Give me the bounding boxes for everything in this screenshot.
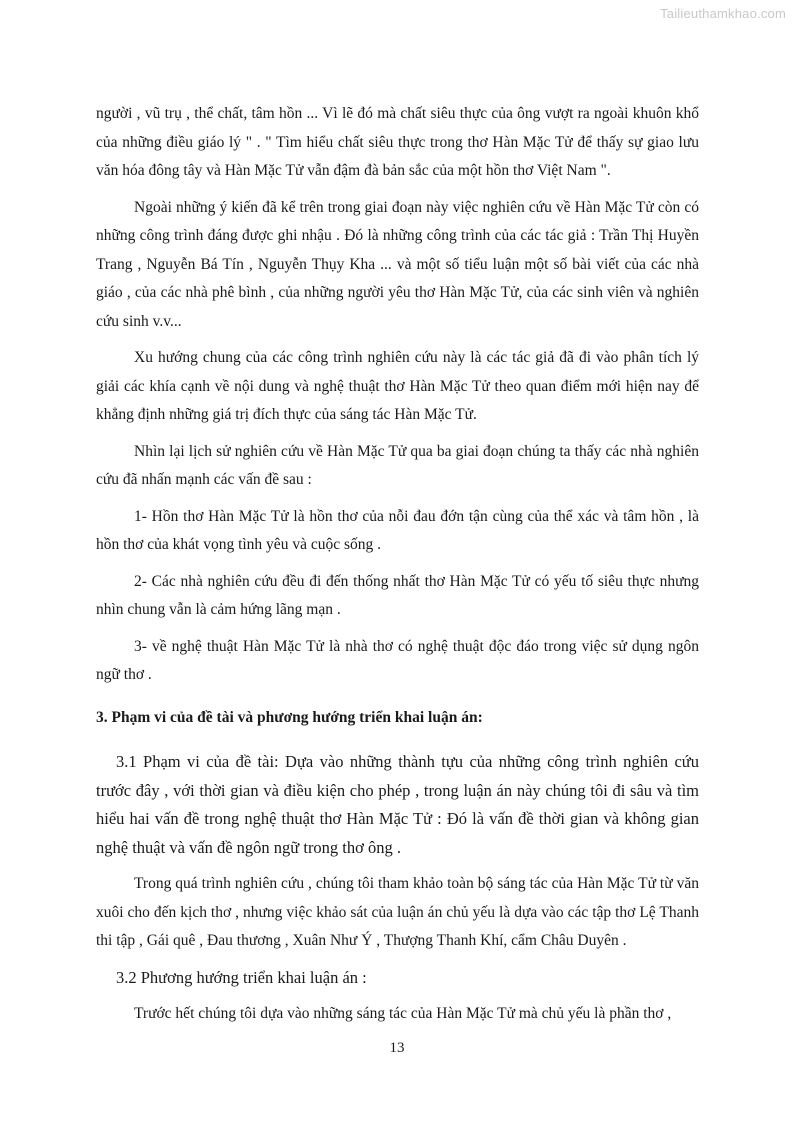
list-item-1: 1- Hồn thơ Hàn Mặc Tử là hồn thơ của nỗi đau đớn tận cùng của thể xác và tâm hồn , là hồn thơ của khát vọng tình yêu và cuộc sống . [96,507,699,553]
list-item-2: 2- Các nhà nghiên cứu đều đi đến thống nhất thơ Hàn Mặc Tử có yếu tố siêu thực nhưng nhìn chung vẫn là cảm hứng lãng mạn . [96,572,699,618]
paragraph-after-3-2: Trước hết chúng tôi dựa vào những sáng tác của Hàn Mặc Tử mà chủ yếu là phần thơ , [134,1005,672,1022]
paragraph-after-3-1: Trong quá trình nghiên cứu , chúng tôi tham khảo toàn bộ sáng tác của Hàn Mặc Tử từ văn xuôi cho đến kịch thơ , nhưng việc khảo sát của luận án chủ yếu là dựa vào các tập thơ Lệ Thanh thi tập , Gái quê , Đau thương , Xuân Như Ý , Thượng Thanh Khí, cẩm Châu Duyên . [96,875,699,949]
paragraph-3: Xu hướng chung của các công trình nghiên cứu này là các tác giả đã đi vào phân tích lý giải các khía cạnh về nội dung và nghệ thuật thơ Hàn Mặc Tử theo quan điểm mới hiện nay để khẳng định những giá trị đích thực của sáng tác Hàn Mặc Tử. [96,349,699,423]
paragraph-4: Nhìn lại lịch sử nghiên cứu về Hàn Mặc Tử qua ba giai đoạn chúng ta thấy các nhà nghiên cứu đã nhấn mạnh các vấn đề sau : [96,442,699,488]
section-3-2-heading: 3.2 Phương hướng triển khai luận án : [116,967,367,987]
section-heading: 3. Phạm vi của đề tài và phương hướng triển khai luận án: [96,708,483,726]
section-3-1: 3.1 Phạm vi của đề tài: Dựa vào những thành tựu của những công trình nghiên cứu trước đây , với thời gian và điều kiện cho phép , trong luận án này chúng tôi đi sâu và tìm hiểu hai vấn đề trong nghệ thuật thơ Hàn Mặc Tử : Đó là vấn đề thời gian và không gian nghệ thuật và vấn đề ngôn ngữ trong thơ ông . [96,752,699,857]
page-number: 13 [389,1040,405,1056]
watermark: Tailieuthamkhao.com [660,6,786,21]
paragraph-2: Ngoài những ý kiến đã kể trên trong giai đoạn này việc nghiên cứu về Hàn Mặc Tử còn có những công trình đáng được ghi nhậu . Đó là những công trình của các tác giả : Trần Thị Huyền Trang , Nguyễn Bá Tín , Nguyễn Thụy Kha ... và một số tiểu luận một số bài viết của các nhà giáo , của các nhà phê bình , của những người yêu thơ Hàn Mặc Tử, của các sinh viên và nghiên cứu sinh v.v... [96,198,699,330]
document-body [96,100,699,1037]
list-item-3: 3- về nghệ thuật Hàn Mặc Tử là nhà thơ có nghệ thuật độc đáo trong việc sử dụng ngôn ngữ thơ . [96,637,699,683]
paragraph-1: người , vũ trụ , thể chất, tâm hồn ... Vì lẽ đó mà chất siêu thực của ông vượt ra ngoài khuôn khổ của những điều giáo lý " . " Tìm hiểu chất siêu thực trong thơ Hàn Mặc Tử để thấy sự giao lưu văn hóa đông tây và Hàn Mặc Tử vẫn đậm đà bản sắc của một hồn thơ Việt Nam ". [96,105,699,179]
